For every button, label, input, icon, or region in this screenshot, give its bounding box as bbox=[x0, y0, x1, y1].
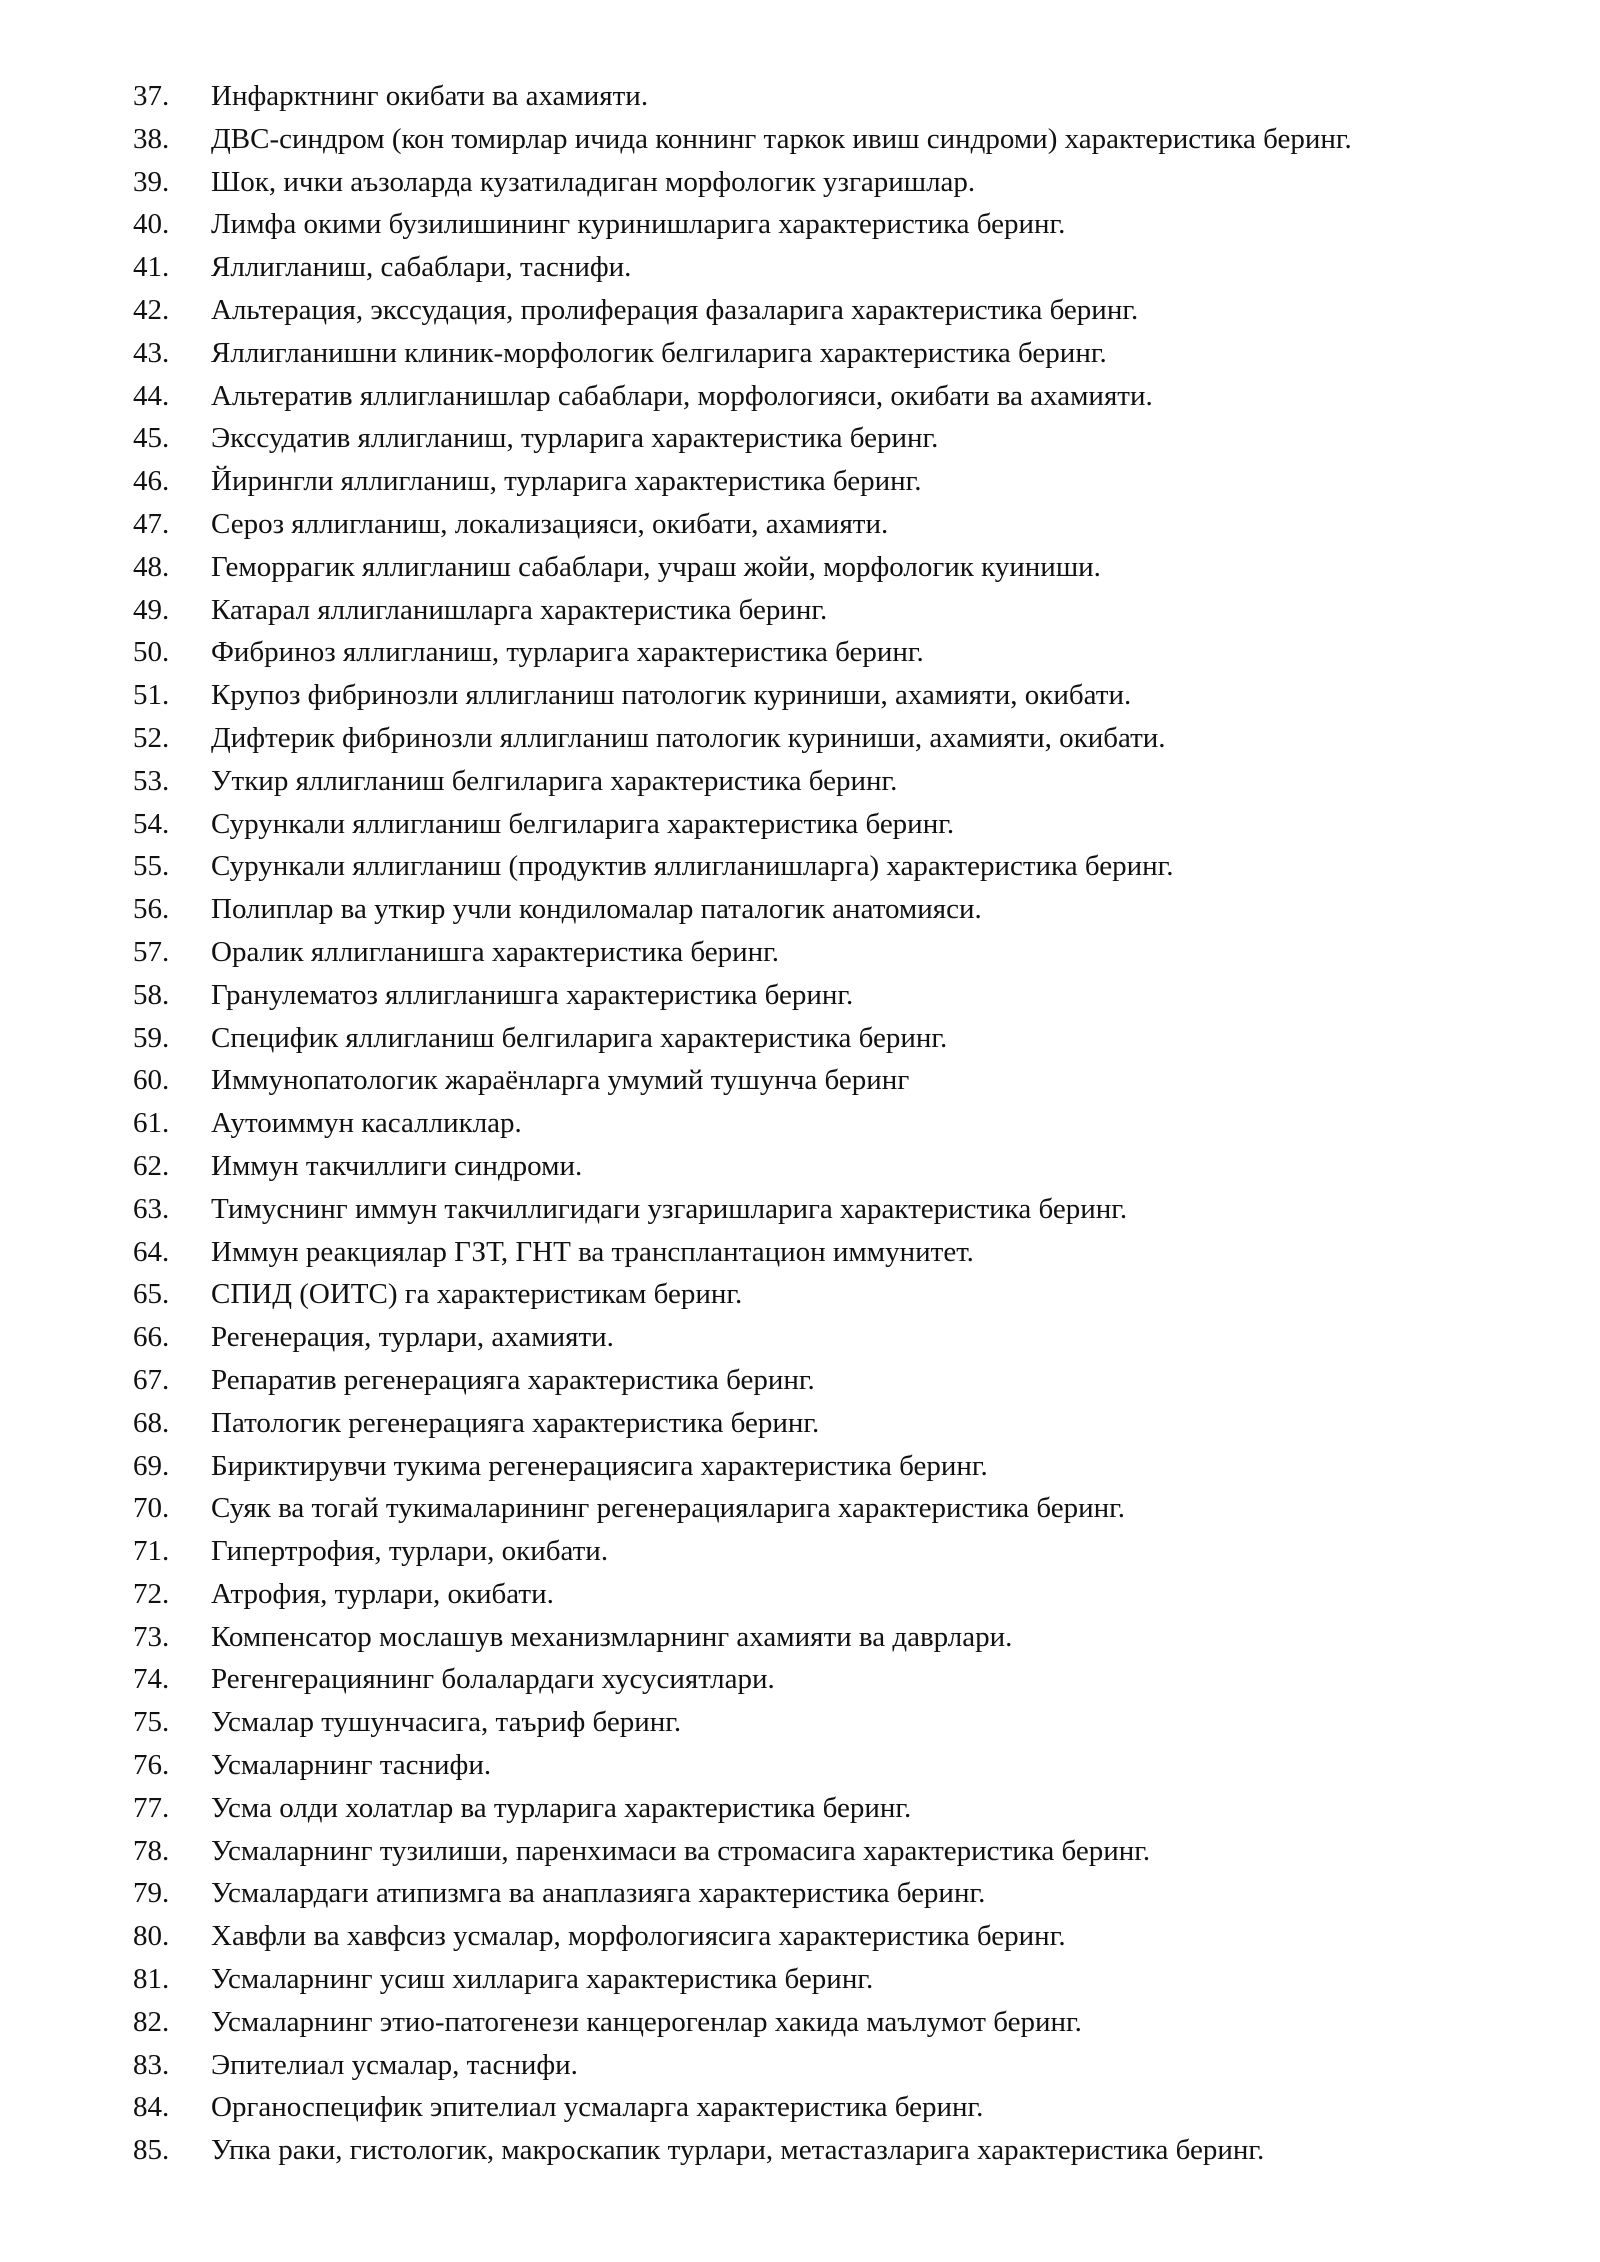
item-text: Усмаларнинг этио-патогенези канцерогенлар хакида маълумот беринг. bbox=[211, 2005, 1082, 2038]
item-number: 79. bbox=[133, 1877, 170, 1910]
list-item bbox=[0, 1188, 1600, 1231]
list-item bbox=[0, 1273, 1600, 1316]
item-number: 60. bbox=[133, 1064, 170, 1097]
item-number: 75. bbox=[133, 1706, 170, 1739]
item-number: 43. bbox=[133, 336, 170, 369]
item-text: Сурункали яллигланиш (продуктив яллигланишларга) характеристика беринг. bbox=[211, 850, 1174, 883]
item-text: Бириктирувчи тукима регенерациясига характеристика беринг. bbox=[211, 1449, 988, 1482]
list-item bbox=[0, 332, 1600, 375]
list-item bbox=[0, 460, 1600, 503]
list-item bbox=[0, 1958, 1600, 2001]
item-number: 52. bbox=[133, 721, 170, 754]
item-text: Специфик яллигланиш белгиларига характеристика беринг. bbox=[211, 1021, 948, 1054]
item-number: 83. bbox=[133, 2048, 170, 2081]
item-text: Аутоиммун касалликлар. bbox=[211, 1107, 522, 1140]
list-item bbox=[0, 1744, 1600, 1787]
item-number: 55. bbox=[133, 850, 170, 883]
item-number: 54. bbox=[133, 807, 170, 840]
list-item bbox=[0, 845, 1600, 888]
item-text: Регенерация, турлари, ахамияти. bbox=[211, 1321, 614, 1354]
list-item bbox=[0, 546, 1600, 589]
item-number: 68. bbox=[133, 1406, 170, 1439]
list-item bbox=[0, 1872, 1600, 1915]
item-text: Геморрагик яллигланиш сабаблари, учраш жойи, морфологик куиниши. bbox=[211, 550, 1101, 583]
item-number: 44. bbox=[133, 379, 170, 412]
item-number: 49. bbox=[133, 593, 170, 626]
item-number: 74. bbox=[133, 1663, 170, 1696]
item-number: 85. bbox=[133, 2134, 170, 2167]
list-item bbox=[0, 2044, 1600, 2087]
item-number: 65. bbox=[133, 1278, 170, 1311]
list-item bbox=[0, 289, 1600, 332]
item-text: Шок, ички аъзоларда кузатиладиган морфологик узгаришлар. bbox=[211, 165, 976, 198]
item-number: 78. bbox=[133, 1834, 170, 1867]
item-number: 61. bbox=[133, 1107, 170, 1140]
list-item bbox=[0, 246, 1600, 289]
item-number: 67. bbox=[133, 1363, 170, 1396]
item-number: 66. bbox=[133, 1321, 170, 1354]
item-text: Усмаларнинг тузилиши, паренхимаси ва стромасига характеристика беринг. bbox=[211, 1834, 1151, 1867]
list-item bbox=[0, 1701, 1600, 1744]
item-number: 59. bbox=[133, 1021, 170, 1054]
item-number: 45. bbox=[133, 422, 170, 455]
list-item bbox=[0, 2086, 1600, 2129]
item-text: Экссудатив яллигланиш, турларига характеристика беринг. bbox=[211, 422, 939, 455]
list-item bbox=[0, 803, 1600, 846]
item-number: 38. bbox=[133, 122, 170, 155]
item-text: Йирингли яллигланиш, турларига характеристика беринг. bbox=[211, 465, 922, 498]
item-text: Иммунопатологик жараёнларга умумий тушунча беринг bbox=[211, 1064, 910, 1097]
item-text: Уткир яллигланиш белгиларига характеристика беринг. bbox=[211, 764, 898, 797]
list-item bbox=[0, 1487, 1600, 1530]
item-text: Усмалардаги атипизмга ва анаплазияга характеристика беринг. bbox=[211, 1877, 986, 1910]
item-text: Оралик яллигланишга характеристика беринг. bbox=[211, 935, 779, 968]
list-item bbox=[0, 2001, 1600, 2044]
item-text: Усма олди холатлар ва турларига характеристика беринг. bbox=[211, 1791, 912, 1824]
list-item bbox=[0, 717, 1600, 760]
item-number: 56. bbox=[133, 893, 170, 926]
item-text: Гранулематоз яллигланишга характеристика беринг. bbox=[211, 978, 854, 1011]
item-number: 62. bbox=[133, 1149, 170, 1182]
item-number: 84. bbox=[133, 2091, 170, 2124]
item-number: 57. bbox=[133, 935, 170, 968]
item-number: 71. bbox=[133, 1535, 170, 1568]
list-item bbox=[0, 118, 1600, 161]
list-item bbox=[0, 974, 1600, 1017]
list-item bbox=[0, 1445, 1600, 1488]
item-number: 81. bbox=[133, 1963, 170, 1996]
list-item bbox=[0, 1017, 1600, 1060]
item-text: Тимуснинг иммун такчиллигидаги узгаришларига характеристика беринг. bbox=[211, 1192, 1128, 1225]
list-item bbox=[0, 161, 1600, 204]
item-text: Регенгерациянинг болалардаги хусусиятлари. bbox=[211, 1663, 775, 1696]
list-item bbox=[0, 674, 1600, 717]
item-text: Иммун такчиллиги синдроми. bbox=[211, 1149, 583, 1182]
list-item bbox=[0, 1787, 1600, 1830]
item-text: Инфарктнинг окибати ва ахамияти. bbox=[211, 80, 649, 112]
item-number: 46. bbox=[133, 465, 170, 498]
item-number: 63. bbox=[133, 1192, 170, 1225]
item-text: Репаратив регенерацияга характеристика беринг. bbox=[211, 1363, 815, 1396]
item-number: 51. bbox=[133, 679, 170, 712]
item-text: Катарал яллигланишларга характеристика беринг. bbox=[211, 593, 828, 626]
item-number: 72. bbox=[133, 1577, 170, 1610]
item-number: 73. bbox=[133, 1620, 170, 1653]
item-text: Альтератив яллигланишлар сабаблари, морфологияси, окибати ва ахамияти. bbox=[211, 379, 1153, 412]
list-item bbox=[0, 589, 1600, 632]
item-text: Иммун реакциялар ГЗТ, ГНТ ва трансплантацион иммунитет. bbox=[211, 1235, 974, 1268]
item-number: 80. bbox=[133, 1920, 170, 1953]
item-number: 64. bbox=[133, 1235, 170, 1268]
item-number: 50. bbox=[133, 636, 170, 669]
item-number: 82. bbox=[133, 2005, 170, 2038]
list-item bbox=[0, 1616, 1600, 1659]
item-text: Эпителиал усмалар, таснифи. bbox=[211, 2048, 578, 2081]
item-number: 76. bbox=[133, 1749, 170, 1782]
item-text: Гипертрофия, турлари, окибати. bbox=[211, 1535, 609, 1568]
item-text: Хавфли ва хавфсиз усмалар, морфологиясига характеристика беринг. bbox=[211, 1920, 1066, 1953]
item-number: 69. bbox=[133, 1449, 170, 1482]
item-text: Дифтерик фибринозли яллигланиш патологик куриниши, ахамияти, окибати. bbox=[211, 721, 1166, 754]
list-item bbox=[0, 931, 1600, 974]
list-item bbox=[0, 1915, 1600, 1958]
list-item bbox=[0, 1059, 1600, 1102]
item-text: Полиплар ва уткир учли кондиломалар паталогик анатомияси. bbox=[211, 893, 982, 926]
item-text: Крупоз фибринозли яллигланиш патологик куриниши, ахамияти, окибати. bbox=[211, 679, 1132, 712]
list-item bbox=[0, 888, 1600, 931]
item-number: 53. bbox=[133, 764, 170, 797]
item-number: 39. bbox=[133, 165, 170, 198]
list-item bbox=[0, 75, 1600, 118]
list-item bbox=[0, 503, 1600, 546]
question-list bbox=[0, 75, 1600, 2172]
list-item bbox=[0, 1658, 1600, 1701]
item-text: Яллигланиш, сабаблари, таснифи. bbox=[211, 251, 632, 284]
item-text: Компенсатор мослашув механизмларнинг ахамияти ва даврлари. bbox=[211, 1620, 1013, 1653]
item-text: Органоспецифик эпителиал усмаларга характеристика беринг. bbox=[211, 2091, 984, 2124]
list-item bbox=[0, 1359, 1600, 1402]
item-text: Сурункали яллигланиш белгиларига характеристика беринг. bbox=[211, 807, 955, 840]
item-text: Альтерация, экссудация, пролиферация фазаларига характеристика беринг. bbox=[211, 293, 1139, 326]
list-item bbox=[0, 631, 1600, 674]
item-text: Усмаларнинг таснифи. bbox=[211, 1749, 492, 1782]
item-number: 47. bbox=[133, 507, 170, 540]
list-item bbox=[0, 2129, 1600, 2172]
list-item bbox=[0, 1102, 1600, 1145]
item-number: 40. bbox=[133, 208, 170, 241]
item-text: Яллигланишни клиник-морфологик белгиларига характеристика беринг. bbox=[211, 336, 1107, 369]
item-text: Фибриноз яллигланиш, турларига характеристика беринг. bbox=[211, 636, 924, 669]
item-number: 77. bbox=[133, 1791, 170, 1824]
list-item bbox=[0, 1316, 1600, 1359]
list-item bbox=[0, 417, 1600, 460]
item-text: Усмаларнинг усиш хилларига характеристика беринг. bbox=[211, 1963, 874, 1996]
item-text: Патологик регенерацияга характеристика беринг. bbox=[211, 1406, 820, 1439]
item-number: 70. bbox=[133, 1492, 170, 1525]
list-item bbox=[0, 1402, 1600, 1445]
list-item bbox=[0, 1530, 1600, 1573]
item-text: Усмалар тушунчасига, таъриф беринг. bbox=[211, 1706, 682, 1739]
list-item bbox=[0, 1830, 1600, 1873]
list-item bbox=[0, 1145, 1600, 1188]
item-text: ДВС-синдром (кон томирлар ичида коннинг таркок ивиш синдроми) характеристика беринг. bbox=[211, 122, 1352, 155]
list-item bbox=[0, 760, 1600, 803]
item-number: 58. bbox=[133, 978, 170, 1011]
list-item bbox=[0, 375, 1600, 418]
item-text: Суяк ва тогай тукималарининг регенерацияларига характеристика беринг. bbox=[211, 1492, 1125, 1525]
item-text: Сероз яллигланиш, локализацияси, окибати, ахамияти. bbox=[211, 507, 889, 540]
item-number: 37. bbox=[133, 80, 170, 112]
list-item bbox=[0, 203, 1600, 246]
item-number: 42. bbox=[133, 293, 170, 326]
item-text: Атрофия, турлари, окибати. bbox=[211, 1577, 554, 1610]
item-number: 48. bbox=[133, 550, 170, 583]
item-text: СПИД (ОИТС) га характеристикам беринг. bbox=[211, 1278, 743, 1311]
item-text: Упка раки, гистологик, макроскапик турлари, метастазларига характеристика беринг. bbox=[211, 2134, 1265, 2167]
item-text: Лимфа окими бузилишининг куринишларига характеристика беринг. bbox=[211, 208, 1066, 241]
list-item bbox=[0, 1231, 1600, 1274]
item-number: 41. bbox=[133, 251, 170, 284]
list-item bbox=[0, 1573, 1600, 1616]
